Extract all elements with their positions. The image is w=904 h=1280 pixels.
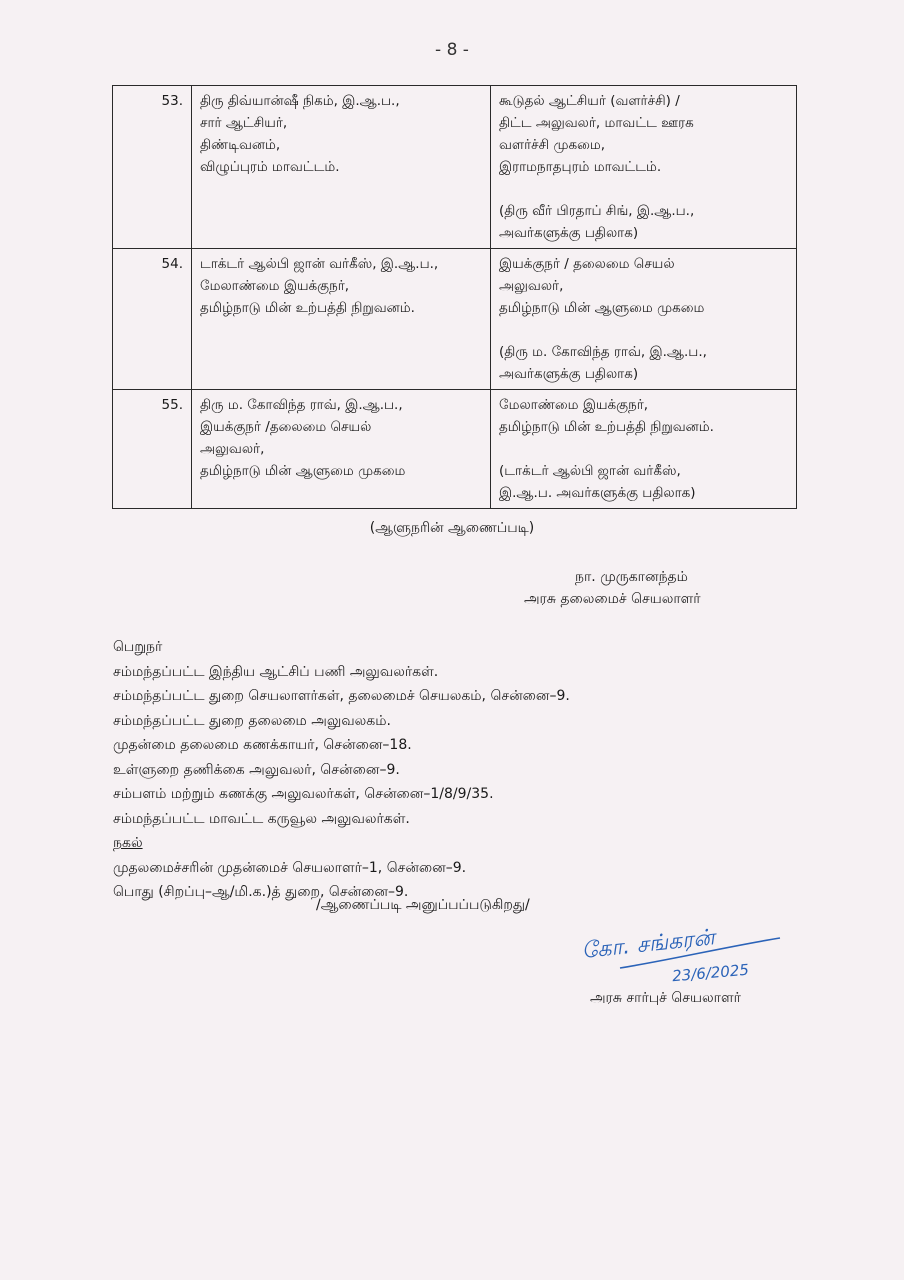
serial-number: 53. [113,86,192,249]
serial-number: 55. [113,390,192,509]
second-signatory-title: அரசு சார்புச் செயலாளர் [590,990,741,1006]
serial-number: 54. [113,249,192,390]
list-item: சம்பளம் மற்றும் கணக்கு அலுவலர்கள், சென்னை–1/8/9/35. [113,786,494,802]
to-line: மேலாண்மை இயக்குநர், [499,397,649,413]
from-cell [192,249,491,390]
copy-heading: நகல் [113,835,143,851]
table-row [113,249,797,390]
page-number: - 8 - [435,40,469,60]
vice-line: (திரு வீர் பிரதாப் சிங், இ.ஆ.ப., [499,203,695,219]
to-line: தமிழ்நாடு மின் உற்பத்தி நிறுவனம். [499,419,714,435]
table-row [113,86,797,249]
to-line: இராமநாதபுரம் மாவட்டம். [499,159,662,175]
to-line: கூடுதல் ஆட்சியர் (வளர்ச்சி) / [499,93,680,109]
list-item: சம்மந்தப்பட்ட மாவட்ட கருவூல அலுவலர்கள். [113,810,410,827]
from-line: அலுவலர், [200,441,265,457]
signature-date: 23/6/2025 [671,960,750,985]
signature-text: கோ. சங்கரன் [580,925,716,965]
signatory-title: அரசு தலைமைச் செயலாளர் [524,591,701,607]
from-line: டாக்டர் ஆல்பி ஜான் வர்கீஸ், இ.ஆ.ப., [200,256,439,272]
from-line: தமிழ்நாடு மின் உற்பத்தி நிறுவனம். [200,300,415,316]
recipients-block [113,635,570,905]
from-line: திரு திவ்யான்ஷீ நிகம், இ.ஆ.ப., [200,93,400,109]
to-cell [491,390,797,509]
from-line: தமிழ்நாடு மின் ஆளுமை முகமை [200,463,406,479]
list-item: சம்மந்தப்பட்ட துறை தலைமை அலுவலகம். [113,712,391,729]
signatory-name: நா. முருகானந்தம் [575,569,688,585]
to-line: அலுவலர், [499,278,564,294]
list-item: சம்மந்தப்பட்ட இந்திய ஆட்சிப் பணி அலுவலர்கள். [113,663,439,680]
from-cell [192,86,491,249]
recipients-heading: பெறுநர் [113,639,163,655]
from-line: திரு ம. கோவிந்த ராவ், இ.ஆ.ப., [200,397,403,413]
from-line: மேலாண்மை இயக்குநர், [200,278,350,294]
to-cell [491,86,797,249]
list-item: முதன்மை தலைமை கணக்காயர், சென்னை–18. [113,737,412,753]
handwritten-signature [580,920,790,985]
vice-line: அவர்களுக்கு பதிலாக) [499,366,639,382]
vice-line: இ.ஆ.ப. அவர்களுக்கு பதிலாக) [499,485,696,501]
forwarded-line: /ஆணைப்படி அனுப்பப்படுகிறது/ [316,897,530,913]
list-item: உள்ளுறை தணிக்கை அலுவலர், சென்னை–9. [113,761,400,778]
vice-line: (திரு ம. கோவிந்த ராவ், இ.ஆ.ப., [499,344,707,360]
from-line: இயக்குநர் /தலைமை செயல் [200,419,372,435]
table-row [113,390,797,509]
order-line: (ஆளுநரின் ஆணைப்படி) [369,520,535,536]
to-line: தமிழ்நாடு மின் ஆளுமை முகமை [499,300,705,316]
from-cell [192,390,491,509]
from-line: திண்டிவனம், [200,137,281,153]
vice-line: (டாக்டர் ஆல்பி ஜான் வர்கீஸ், [499,463,681,479]
to-line: திட்ட அலுவலர், மாவட்ட ஊரக [499,115,694,131]
from-line: விழுப்புரம் மாவட்டம். [200,159,340,175]
postings-table [112,85,797,509]
vice-line: அவர்களுக்கு பதிலாக) [499,225,639,241]
to-cell [491,249,797,390]
to-line: வளர்ச்சி முகமை, [499,137,606,153]
from-line: சார் ஆட்சியர், [200,115,288,131]
list-item: சம்மந்தப்பட்ட துறை செயலாளர்கள், தலைமைச் செயலகம், சென்னை–9. [113,688,570,704]
list-item: பொது (சிறப்பு–ஆ/மி.க.)த் துறை, சென்னை–9. [113,884,409,900]
list-item: முதலமைச்சரின் முதன்மைச் செயலாளர்–1, சென்னை–9. [113,859,467,876]
to-line: இயக்குநர் / தலைமை செயல் [499,256,675,272]
